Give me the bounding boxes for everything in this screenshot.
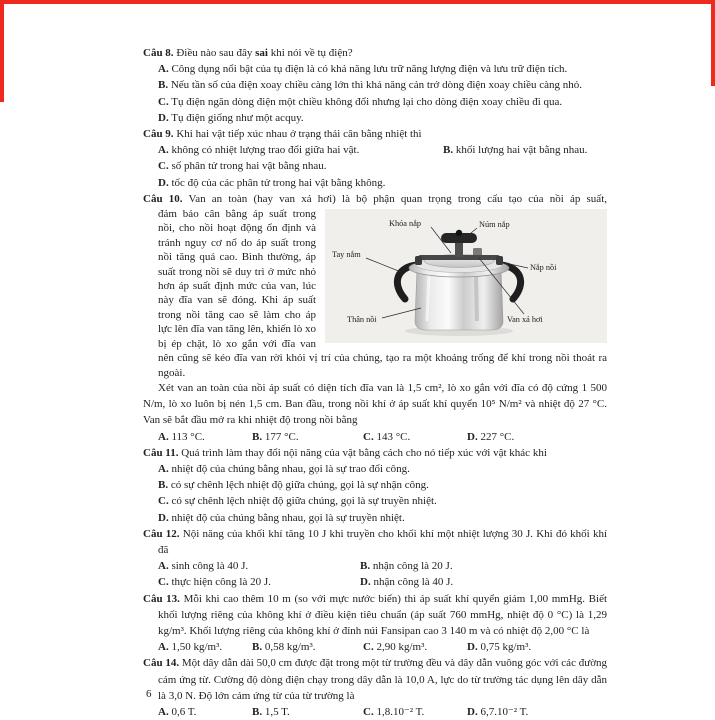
- question-10-number: Câu 10.: [143, 192, 183, 205]
- question-12-option-c: C. thực hiện công là 20 J.: [158, 576, 271, 589]
- question-14-option-c: C. 1,8.10⁻² T.: [363, 705, 425, 718]
- question-8-number: Câu 8.: [143, 47, 174, 59]
- figure-label-than-noi: Thân nồi: [347, 315, 377, 325]
- question-8: [143, 45, 607, 126]
- question-14-stem: Câu 14. Một dây dẫn dài 50,0 cm được đặt trong một từ trường đều và dây dẫn vuông góc với các đường cảm ứng từ. Cường độ dòng điện chạy trong dây dẫn là 10,0 A, lực do từ trường tác dụng lên dây dẫn là 3,0 N. Độ lớn cảm ứng từ của từ trường là: [143, 657, 608, 702]
- question-9-option-c: C. số phân tử trong hai vật bằng nhau.: [158, 160, 327, 173]
- pressure-cooker-figure: [325, 209, 607, 343]
- question-12-options-row-1: [143, 558, 607, 574]
- question-12-number: Câu 12.: [143, 527, 180, 540]
- question-9-option-a: A. không có nhiệt lượng trao đổi giữa hai vật.: [158, 144, 360, 157]
- question-13-stem: Câu 13. Mỗi khi cao thêm 10 m (so với mực nước biển) thì áp suất khí quyển giảm 1,00 mmHg. Biết khối lượng riêng của không khí ở điều kiện tiêu chuẩn (áp suất 760 mmHg, nhiệt độ 0 °C) là 1,29 kg/m³. Khối lượng riêng của không khí ở đỉnh núi Fansipan cao 3 140 m và có nhiệt độ 2,00 °C là: [143, 592, 608, 637]
- question-11: [143, 445, 607, 526]
- question-9: [143, 126, 607, 191]
- question-13: [143, 591, 607, 656]
- question-8-option-a: A. Công dụng nổi bật của tụ điện là có khả năng lưu trữ năng lượng điện và lưu trữ điện tích.: [158, 63, 568, 76]
- stem-text: khi nói về tụ điện?: [267, 47, 353, 59]
- question-10-option-a: A. 113 °C.: [158, 430, 205, 443]
- question-10-option-b: B. 177 °C.: [252, 430, 299, 443]
- question-11-number: Câu 11.: [143, 446, 179, 459]
- page-number: 6: [146, 688, 152, 700]
- question-13-options-row: [143, 639, 607, 655]
- exam-page-content: [143, 45, 607, 720]
- question-11-stem: Câu 11. Quá trình làm thay đổi nội năng của vật bằng cách cho nó tiếp xúc với vật khác khi: [143, 446, 547, 459]
- question-10-stem: Câu 10. Van an toàn (hay van xả hơi) là bộ phận quan trọng trong cấu tạo của nồi áp suất,: [143, 192, 607, 205]
- question-9-stem: Câu 9. Khi hai vật tiếp xúc nhau ở trạng thái cân bằng nhiệt thì: [143, 128, 422, 141]
- question-11-option-d: D. nhiệt độ của chúng bằng nhau, gọi là sự truyền nhiệt.: [158, 511, 405, 524]
- question-12-option-d: D. nhận công là 40 J.: [360, 576, 454, 589]
- photo-trim-left: [0, 0, 4, 102]
- knob-screw: [456, 230, 462, 236]
- question-10-stem-2: Xét van an toàn của nồi áp suất có diện tích đĩa van là 1,5 cm², lò xo gắn với đĩa có độ cứng 1 500 N/m, lò xo luôn bị nén 1,5 cm. Ban đầu, trong nồi khí ở áp suất khí quyển 10⁵ N/m² và nhiệt độ 27 °C. Van sẽ bắt đầu mở ra khi nhiệt độ trong nồi bằng: [143, 381, 607, 427]
- question-8-option-c: C. Tụ điện ngăn dòng điện một chiều không đổi nhưng lại cho dòng điện xoay chiều đi qua.: [158, 95, 563, 108]
- question-11-option-b: B. có sự chênh lệch nhiệt độ giữa chúng, gọi là sự nhận công.: [158, 479, 429, 492]
- question-13-option-a: A. 1,50 kg/m³.: [158, 641, 223, 654]
- question-12-stem: Câu 12. Nội năng của khối khí tăng 10 J khi truyền cho khối khí một nhiệt lượng 30 J. Khi đó khối khí đã: [143, 527, 608, 556]
- question-10-options-row: [143, 429, 607, 445]
- question-10: [143, 191, 607, 445]
- question-10-stem-wrapped: đảm bảo cân bằng áp suất trong nồi, cho nồi hoạt động ổn định và tránh nguy cơ nổ do áp suất trong nồi tăng quá cao. Bình thường, áp suất trong nồi sẽ duy trì ở mức nhỏ hơn áp suất định mức của van, lúc này đĩa van sẽ đóng. Khi áp suất trong nồi tăng cao sẽ làm cho áp lực lên đĩa van tăng lên, khiến lò xo bị ép chặt, lò xo gắn với đĩa van nên cũng sẽ kéo đĩa van rời khỏi vị trí của chúng, tạo ra một khoảng trống để khí trong nồi thoát ra ngoài.: [158, 208, 607, 379]
- question-12-option-b: B. nhận công là 20 J.: [360, 560, 453, 573]
- question-8-stem: [143, 45, 607, 61]
- question-14-option-d: D. 6,7.10⁻² T.: [467, 705, 529, 718]
- question-12: [143, 526, 607, 591]
- steam-valve: [473, 248, 482, 256]
- figure-label-num-nap: Núm nắp: [479, 220, 510, 230]
- question-11-option-c: C. có sự chênh lệch nhiệt độ giữa chúng, gọi là sự truyền nhiệt.: [158, 495, 437, 508]
- question-9-options-row: [143, 142, 607, 158]
- crossbar-clamp-left: [415, 256, 422, 265]
- photo-trim-top: [0, 0, 715, 4]
- question-13-option-c: C. 2,90 kg/m³.: [363, 641, 428, 654]
- photo-trim-right: [711, 0, 715, 86]
- pot-highlight: [427, 273, 429, 321]
- question-12-option-a: A. sinh công là 40 J.: [158, 560, 249, 573]
- question-9-option-d: D. tốc độ của các phân tử trong hai vật bằng không.: [158, 176, 386, 189]
- question-14: [143, 655, 607, 720]
- question-12-options-row-2: [143, 574, 607, 590]
- question-10-option-d: D. 227 °C.: [467, 430, 515, 443]
- figure-label-nap-noi: Nắp nồi: [530, 263, 557, 273]
- question-8-option-d: D. Tụ điện giống như một acquy.: [158, 111, 304, 124]
- stem-bold-word: sai: [255, 47, 268, 59]
- question-13-number: Câu 13.: [143, 592, 180, 605]
- figure-label-van-xa-hoi: Van xả hơi: [507, 315, 543, 325]
- question-14-options-row: [143, 704, 607, 720]
- pot-shading: [476, 273, 477, 321]
- question-14-option-a: A. 0,6 T.: [158, 705, 197, 718]
- crossbar-clamp-right: [496, 256, 503, 265]
- question-11-option-a: A. nhiệt độ của chúng bằng nhau, gọi là sự trao đổi công.: [158, 462, 410, 475]
- question-14-option-b: B. 1,5 T.: [252, 705, 290, 718]
- figure-label-tay-nam: Tay nắm: [332, 250, 361, 260]
- question-10-option-c: C. 143 °C.: [363, 430, 411, 443]
- question-14-number: Câu 14.: [143, 657, 180, 670]
- question-8-option-b: B. Nếu tần số của điện xoay chiều càng lớn thì khả năng cản trở dòng điện xoay chiều càng nhỏ.: [158, 79, 583, 92]
- question-13-option-d: D. 0,75 kg/m³.: [467, 641, 532, 654]
- knob-stem: [455, 241, 463, 257]
- pressure-cooker-illustration: [325, 209, 607, 343]
- question-13-option-b: B. 0,58 kg/m³.: [252, 641, 316, 654]
- question-9-number: Câu 9.: [143, 128, 174, 141]
- figure-label-khoa-nap: Khóa nắp: [389, 219, 422, 229]
- stem-text: Điều nào sau đây: [176, 47, 256, 59]
- question-9-option-b: B. khối lượng hai vật bằng nhau.: [443, 144, 588, 157]
